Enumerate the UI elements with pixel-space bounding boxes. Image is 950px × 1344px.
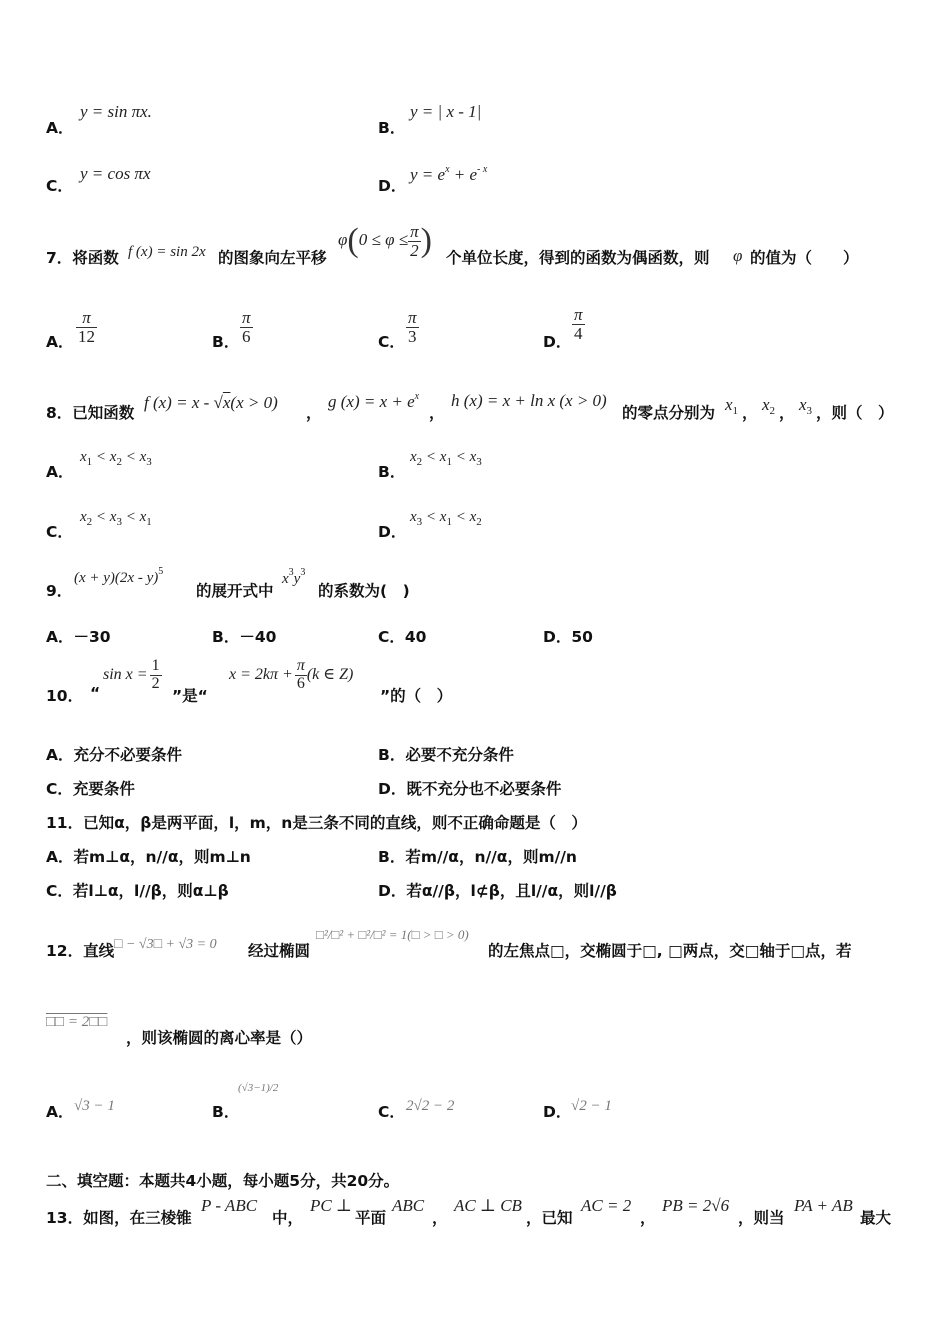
q7-b-den: 6 [242, 326, 251, 346]
q12-option-c-value: 2√2 − 2 [406, 1098, 455, 1114]
q8-a-s0: 1 [86, 456, 93, 468]
q8-mid: 的零点分别为 [622, 404, 716, 422]
q7-suffix: 个单位长度，得到的函数为偶函数，则 [446, 249, 710, 267]
q10-lquote: “ [90, 684, 101, 702]
q13-pa-ab: PA + AB [794, 1196, 853, 1215]
q12-option-c-label: C． [378, 1103, 405, 1121]
q7-option-d-frac [572, 306, 585, 343]
q8-comma3: ， [742, 404, 758, 422]
q12-option-a-value: √3 − 1 [74, 1098, 115, 1114]
q9-expr-body: (x + y)(2x - y) [74, 570, 159, 586]
q11-b-text: 若m//α，n//α，则m//n [405, 848, 577, 866]
q11-option-c [46, 879, 229, 901]
q12-ellipse: □²/□² + □²/□² = 1(□ > □ > 0) [316, 927, 469, 942]
q8-x2-var: x [762, 395, 770, 414]
q12-mid2: 的左焦点□，交椭圆于□, □两点，交□轴于□点，若 [488, 942, 852, 960]
q10-option-c [46, 777, 135, 799]
q8-prefix: 8．已知函数 [46, 404, 135, 422]
q11-c-text: 若l⊥α，l//β，则α⊥β [72, 882, 229, 900]
q7-mid: 的图象向左平移 [218, 249, 327, 267]
q9-expr-sup: 5 [158, 566, 164, 577]
q6-option-b-label: B． [378, 119, 406, 137]
q7-fx: f (x) = sin 2x [128, 244, 206, 260]
q7-c-den: 3 [408, 326, 417, 346]
q6-option-c-math: y = cos πx [80, 164, 151, 183]
q13-known: ，已知 [526, 1209, 573, 1227]
q9-option-d [543, 625, 593, 647]
q12-option-b-label: B． [212, 1103, 240, 1121]
q9-expr [74, 566, 163, 587]
q10-option-a [46, 743, 182, 765]
q12-vec: □□ = 2□□ [46, 1014, 108, 1030]
q8-option-d-label: D． [378, 523, 407, 541]
q10-a-label: A． [46, 746, 74, 764]
q7-option-c-frac [406, 309, 419, 346]
q13-pc: PC ⊥ [310, 1196, 352, 1215]
q9-a-value: －30 [73, 628, 111, 646]
q8-x2-sub: 2 [769, 405, 776, 417]
q13-ac-cb: AC ⊥ CB [454, 1196, 522, 1215]
q9-c-value: 40 [404, 628, 427, 646]
q8-option-a: $x_1 < x_2 < x_3$ [80, 449, 152, 468]
q10-d-label: D． [378, 780, 407, 798]
q13-pabc: P - ABC [201, 1196, 258, 1215]
q13-abc: ABC [392, 1196, 425, 1215]
q7-d-num: π [574, 305, 583, 324]
q10-b-text: 必要不充分条件 [405, 746, 514, 764]
q8-comma1: ， [306, 404, 322, 422]
q7-phi: φ [338, 229, 348, 249]
q8-a-s2: 3 [146, 456, 152, 468]
q9-d-label: D． [543, 628, 572, 646]
q7-option-a-frac [76, 309, 97, 346]
q12-prefix: 12．直线 [46, 942, 115, 960]
q8-x3-var: x [799, 395, 807, 414]
q10-c-text: 充要条件 [72, 780, 135, 798]
q12-line2: ，则该椭圆的离心率是（） [126, 1029, 313, 1047]
q8-f-tail: (x > 0) [230, 393, 278, 412]
q9-term [282, 567, 305, 588]
q12-line-eq: □ − √3□ + √3 = 0 [114, 937, 217, 952]
q9-option-b [212, 625, 276, 647]
q8-f-head: f (x) = x - [144, 393, 210, 412]
q9-end: 的系数为( ) [318, 582, 410, 600]
q6-d-mid: + e [449, 165, 478, 184]
q11-b-label: B． [378, 848, 406, 866]
q8-x2 [762, 395, 775, 417]
q12-option-a-label: A． [46, 1103, 74, 1121]
q7-c-num: π [408, 308, 417, 327]
q8-g-head: g (x) = x + e [328, 392, 415, 411]
q6-d-sup2: - x [477, 164, 488, 175]
q9-a-label: A． [46, 628, 74, 646]
q13-c2: ， [640, 1209, 656, 1227]
q13-c1: ， [432, 1209, 448, 1227]
q6-option-d-math [410, 164, 487, 185]
q8-g-sup: x [414, 391, 420, 402]
q10-sin-head: sin x = [103, 665, 148, 683]
q13-then: ，则当 [738, 1209, 785, 1227]
q8-option-a-label: A． [46, 463, 74, 481]
right-paren: ) [420, 222, 432, 259]
q7-shift [338, 222, 432, 260]
q13-pb: PB = 2√6 [662, 1196, 730, 1215]
q12-option-d-value: √2 − 1 [571, 1098, 612, 1114]
q10-cond-head: x = 2kπ + [229, 665, 293, 683]
q11-d-label: D． [378, 882, 407, 900]
q11-option-a [46, 845, 251, 867]
q6-d-sup1: x [445, 164, 450, 175]
q12-option-d-label: D． [543, 1103, 572, 1121]
q8-option-b-label: B． [378, 463, 406, 481]
q7-d-den: 4 [574, 323, 583, 343]
q9-term-x: x [282, 571, 289, 587]
q6-option-d-label: D． [378, 177, 407, 195]
q8-x3-sub: 3 [806, 405, 813, 417]
q9-term-y: y [293, 571, 301, 587]
q10-end: ”的（ ） [380, 687, 453, 705]
q10-sin [103, 658, 162, 693]
q9-option-c [378, 625, 426, 647]
q8-end: ，则（ ） [816, 404, 894, 422]
q8-a-s1: 2 [116, 456, 122, 468]
q7-option-b-label: B． [212, 333, 240, 351]
q7-option-d-label: D． [543, 333, 572, 351]
q8-option-d: $x_3 < x_1 < x_2$ [410, 509, 482, 528]
q7-prefix: 7．将函数 [46, 249, 119, 267]
q7-phi2: φ [733, 246, 743, 265]
q9-b-value: －40 [239, 628, 277, 646]
q10-a-text: 充分不必要条件 [73, 746, 183, 764]
q12-option-b-value: (√3−1)/2 [238, 1082, 279, 1094]
q8-d-s0: 3 [416, 516, 423, 528]
q13-zhong: 中， [272, 1209, 304, 1227]
q8-option-c: $x_2 < x_3 < x_1$ [80, 509, 152, 528]
q10-tail: (k ∈ Z) [306, 665, 354, 683]
q10-one: 1 [151, 657, 160, 674]
q9-term-x-sup: 3 [288, 567, 294, 578]
q10-b-label: B． [378, 746, 406, 764]
q8-d-s1: 1 [446, 516, 452, 528]
q8-b-s1: 1 [446, 456, 452, 468]
q10-six: 6 [296, 674, 305, 692]
q9-prefix: 9． [46, 582, 73, 600]
q10-two: 2 [151, 674, 160, 692]
q7-two: 2 [410, 240, 419, 260]
q10-num: 10． [46, 687, 84, 705]
q8-comma2: ， [429, 404, 445, 422]
q8-g [328, 391, 419, 412]
q13-plane: 平面 [355, 1209, 387, 1227]
q10-option-d [378, 777, 561, 799]
q7-option-b-frac [240, 309, 253, 346]
q9-mid: 的展开式中 [196, 582, 274, 600]
q8-x3 [799, 395, 812, 417]
q8-x1-var: x [725, 395, 733, 414]
q11-a-label: A． [46, 848, 74, 866]
q7-option-a-label: A． [46, 333, 74, 351]
q8-d-s2: 2 [476, 516, 482, 528]
q12-mid1: 经过椭圆 [248, 942, 311, 960]
q11-stem: 11．已知α，β是两平面，l，m，n是三条不同的直线，则不正确命题是（ ） [46, 814, 587, 832]
q7-range-left: 0 ≤ φ ≤ [358, 229, 409, 249]
q8-c-s0: 2 [86, 516, 93, 528]
q9-c-label: C． [378, 628, 405, 646]
q8-option-c-label: C． [46, 523, 73, 541]
q11-a-text: 若m⊥α，n//α，则m⊥n [73, 848, 251, 866]
q7-b-num: π [242, 308, 251, 327]
q7-pi: π [410, 221, 419, 241]
q13-prefix: 13．如图，在三棱锥 [46, 1209, 192, 1227]
q8-x1 [725, 395, 738, 417]
section-heading: 二、填空题：本题共4小题，每小题5分，共20分。 [46, 1172, 400, 1190]
q8-option-b: $x_2 < x_1 < x_3$ [410, 449, 482, 468]
q6-d-base: y = e [410, 165, 446, 184]
q6-option-c-label: C． [46, 177, 73, 195]
q8-comma4: ， [779, 404, 795, 422]
q8-h: h (x) = x + ln x (x > 0) [451, 391, 607, 410]
q11-c-label: C． [46, 882, 73, 900]
q8-c-s2: 1 [146, 516, 152, 528]
q7-end: 的值为（ ） [750, 249, 859, 267]
q6-a-expr: y = sin πx [80, 102, 148, 121]
q10-c-label: C． [46, 780, 73, 798]
q10-cond [229, 658, 353, 693]
q13-max: 最大 [860, 1209, 892, 1227]
q8-c-s1: 3 [116, 516, 122, 528]
q8-b-s0: 2 [416, 456, 423, 468]
q9-option-a [46, 625, 111, 647]
q8-x1-sub: 1 [732, 405, 739, 417]
q10-pi: π [296, 657, 305, 674]
q11-option-d [378, 879, 617, 901]
q9-term-y-sup: 3 [300, 567, 306, 578]
q9-d-value: 50 [571, 628, 593, 646]
q7-a-den: 12 [78, 326, 95, 346]
q10-rq-is: ”是“ [172, 687, 208, 705]
q6-option-a-label: A． [46, 119, 74, 137]
left-paren: ( [347, 222, 359, 259]
q6-option-b-math: y = | x - 1| [410, 102, 482, 121]
q8-b-s2: 3 [476, 456, 482, 468]
q8-f [144, 393, 278, 413]
q9-b-label: B． [212, 628, 240, 646]
q13-ac2: AC = 2 [581, 1196, 632, 1215]
q6-option-a-math: y = sin πx. [80, 102, 152, 121]
q10-option-b [378, 743, 514, 765]
sqrt-icon: √ [213, 393, 223, 412]
q11-d-text: 若α//β，l⊄β，且l//α，则l//β [406, 882, 617, 900]
q10-d-text: 既不充分也不必要条件 [406, 780, 562, 798]
q7-option-c-label: C． [378, 333, 405, 351]
q11-option-b [378, 845, 577, 867]
q7-a-num: π [76, 309, 97, 328]
q8-f-sqrt: x [222, 393, 231, 412]
q7-pi-over-2 [408, 223, 421, 260]
